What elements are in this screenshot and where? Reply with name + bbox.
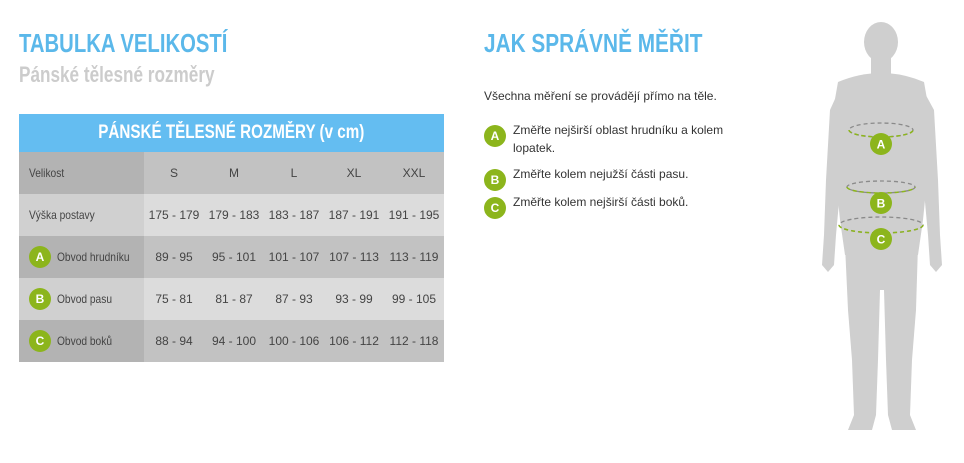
header-size: XXL (384, 152, 444, 194)
figure-badge-b (870, 192, 892, 214)
table-cell: 87 - 93 (264, 278, 324, 320)
table-row (19, 236, 444, 278)
row-label: C Obvod boků (19, 320, 144, 362)
guide-item-c (484, 193, 744, 217)
figure-badge-c (870, 228, 892, 250)
header-label: Velikost (19, 152, 144, 194)
svg-text:C: C (876, 232, 886, 247)
figure-badge-a (870, 133, 892, 155)
header-size: S (144, 152, 204, 194)
header-size: XL (324, 152, 384, 194)
guide-item-b (484, 165, 744, 189)
table-cell: 88 - 94 (144, 320, 204, 362)
table-cell: 81 - 87 (204, 278, 264, 320)
table-cell: 113 - 119 (384, 236, 444, 278)
page-title: TABULKA VELIKOSTÍ (19, 28, 228, 58)
row-label: Výška postavy (19, 194, 144, 236)
row-label: B Obvod pasu (19, 278, 144, 320)
badge-b: B (484, 169, 506, 191)
table-cell: 93 - 99 (324, 278, 384, 320)
badge-a: A (29, 246, 51, 268)
table-cell: 183 - 187 (264, 194, 324, 236)
table-cell: 106 - 112 (324, 320, 384, 362)
table-row (19, 278, 444, 320)
badge-a: A (484, 125, 506, 147)
page-subtitle: Pánské tělesné rozměry (19, 62, 215, 87)
guide-item-text: Změřte kolem nejužší části pasu. (513, 167, 689, 181)
table-cell: 179 - 183 (204, 194, 264, 236)
table-cell: 75 - 81 (144, 278, 204, 320)
badge-c: C (29, 330, 51, 352)
table-cell: 101 - 107 (264, 236, 324, 278)
body-silhouette (818, 20, 953, 440)
table-cell: 191 - 195 (384, 194, 444, 236)
table-row (19, 320, 444, 362)
table-cell: 99 - 105 (384, 278, 444, 320)
guide-item-text: Změřte nejširší oblast hrudníku a kolem lopatek. (513, 123, 724, 155)
badge-c: C (484, 197, 506, 219)
guide-title: JAK SPRÁVNĚ MĚŘIT (484, 28, 703, 58)
table-cell: 100 - 106 (264, 320, 324, 362)
guide-item-text: Změřte kolem nejširší části boků. (513, 195, 689, 209)
table-row (19, 194, 444, 236)
table-cell: 187 - 191 (324, 194, 384, 236)
table-cell: 112 - 118 (384, 320, 444, 362)
table-cell: 94 - 100 (204, 320, 264, 362)
svg-text:A: A (876, 137, 886, 152)
table-cell: 95 - 101 (204, 236, 264, 278)
guide-intro: Všechna měření se provádějí přímo na těle. (484, 89, 717, 103)
table-header-row (19, 152, 444, 194)
row-label: A Obvod hrudníku (19, 236, 144, 278)
svg-text:B: B (876, 196, 886, 211)
table-cell: 107 - 113 (324, 236, 384, 278)
table-caption: PÁNSKÉ TĚLESNÉ ROZMĚRY (v cm) (19, 114, 444, 152)
badge-b: B (29, 288, 51, 310)
table-cell: 89 - 95 (144, 236, 204, 278)
size-table (19, 114, 444, 362)
header-size: L (264, 152, 324, 194)
header-size: M (204, 152, 264, 194)
table-cell: 175 - 179 (144, 194, 204, 236)
guide-item-a (484, 121, 744, 161)
